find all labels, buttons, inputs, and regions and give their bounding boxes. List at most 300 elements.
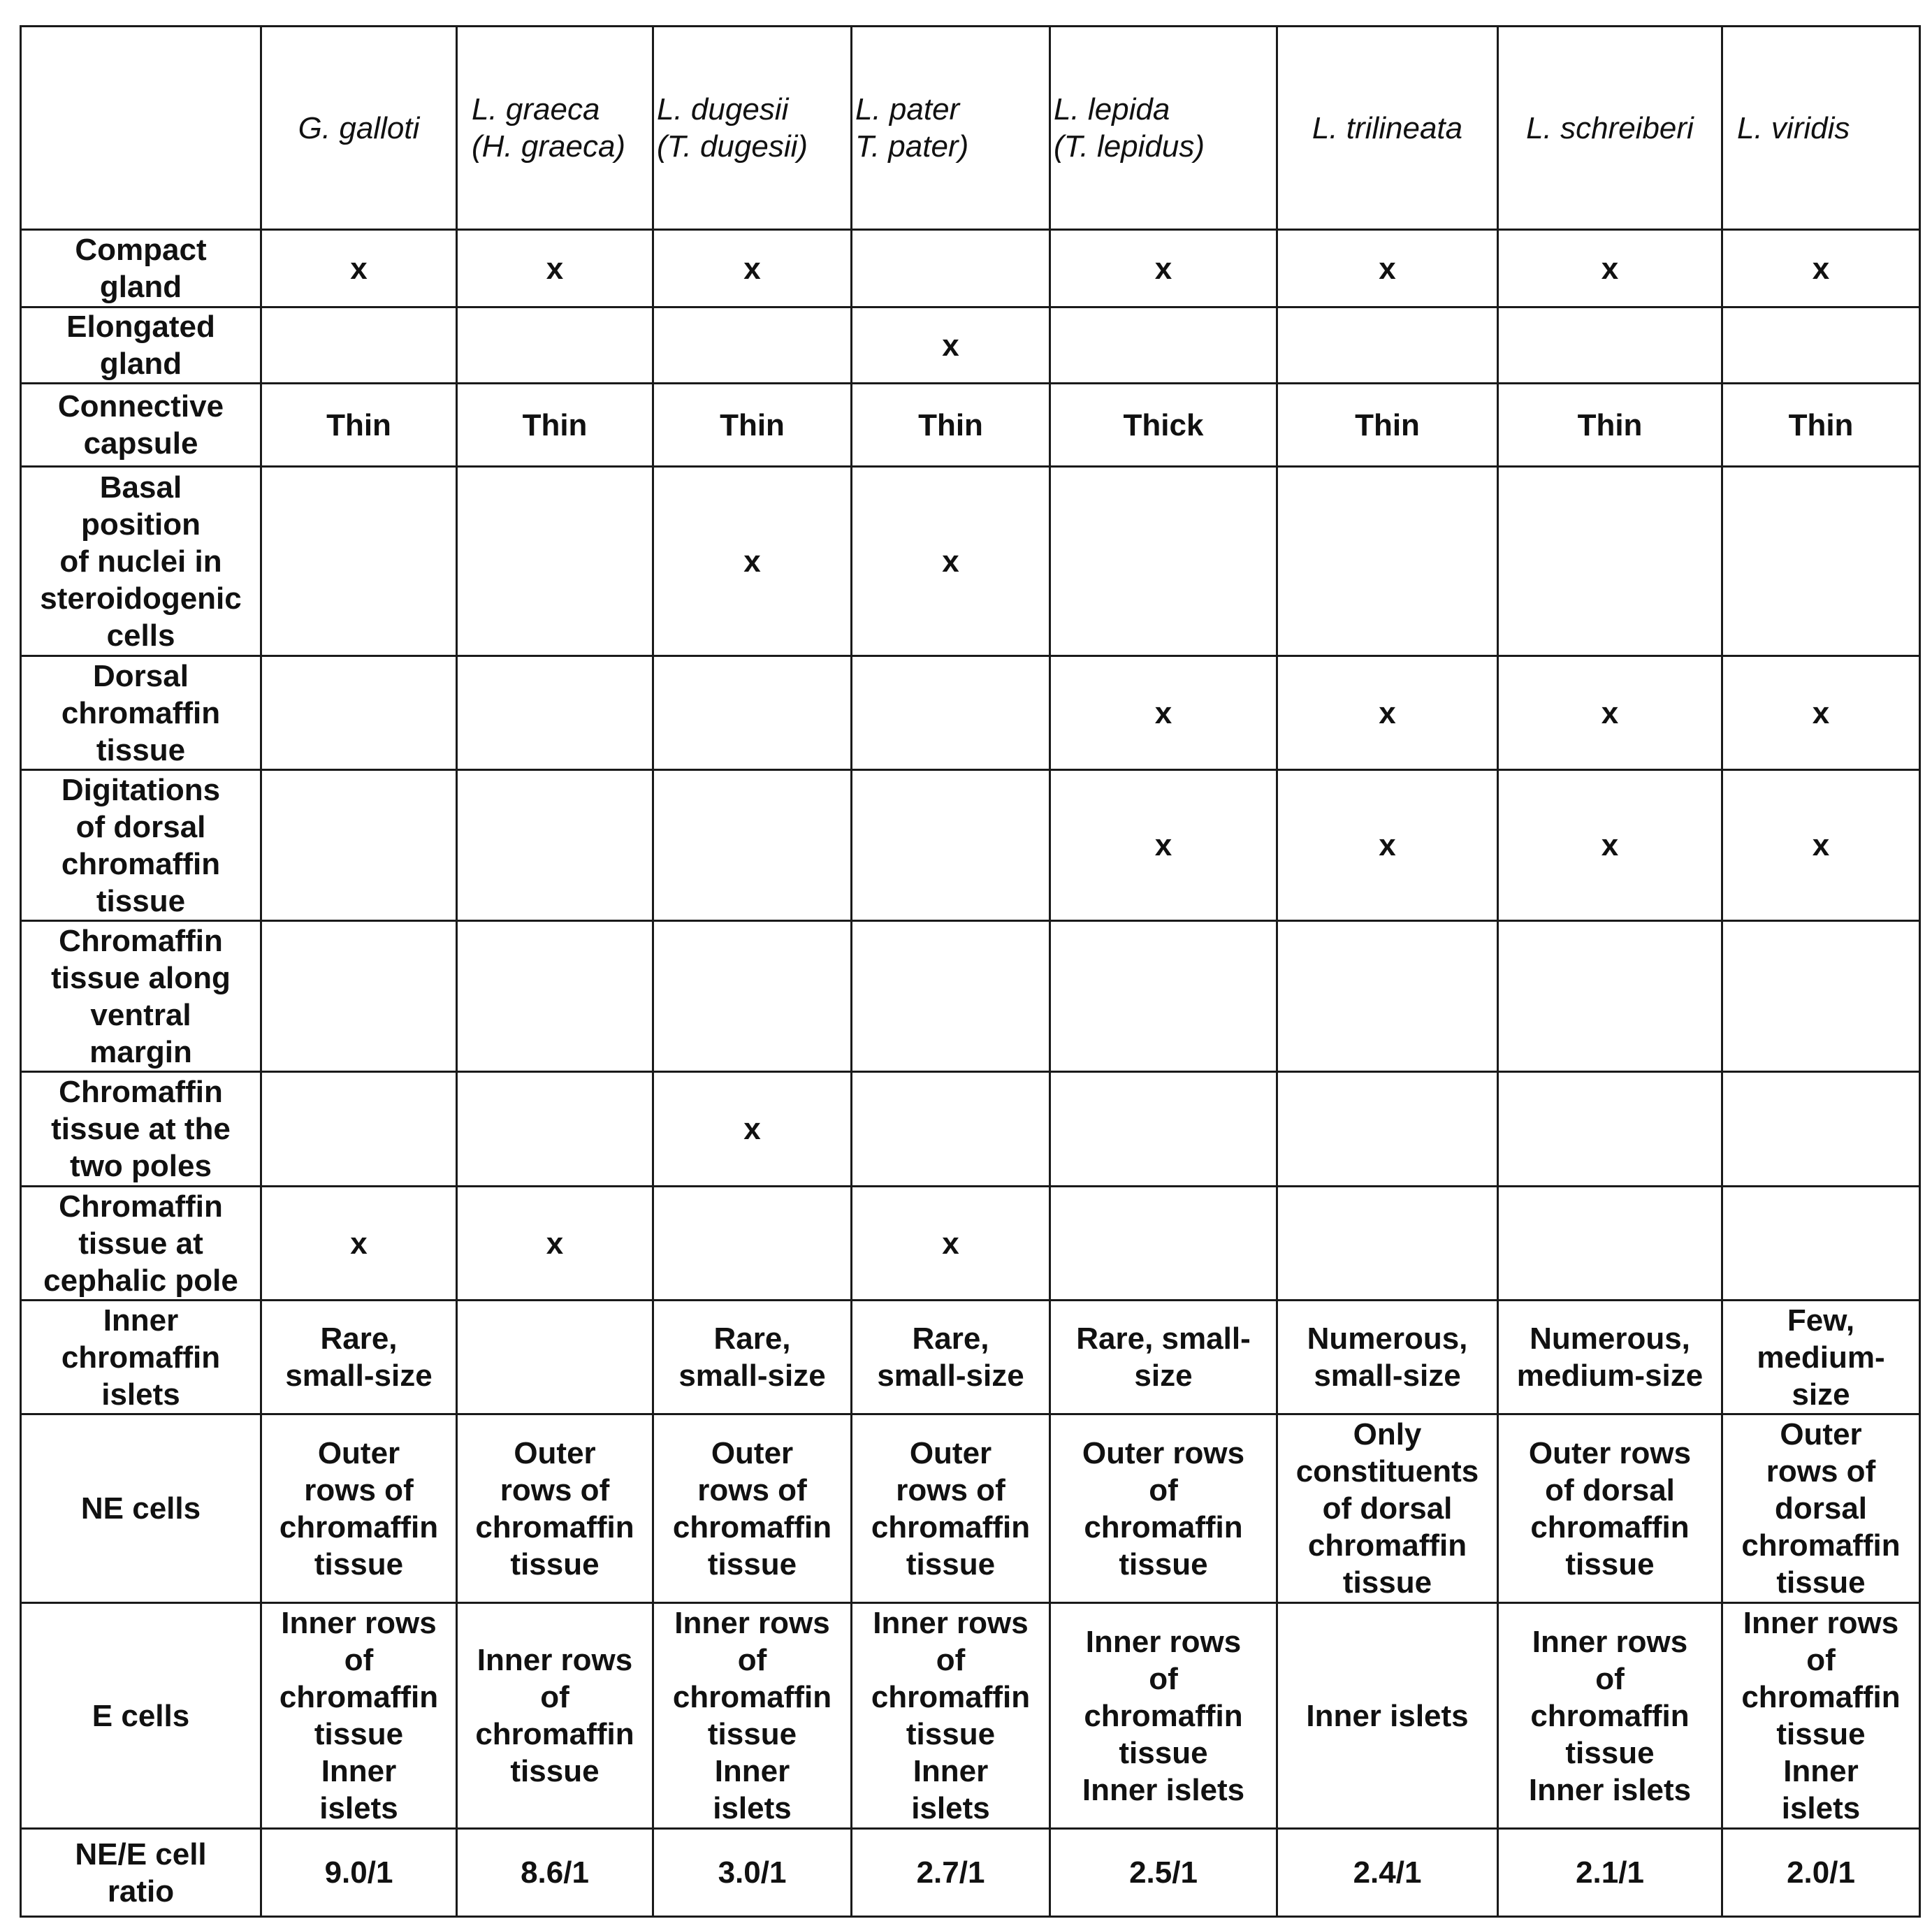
table-cell bbox=[852, 467, 1050, 656]
row-header-line: Compact bbox=[75, 233, 207, 267]
presence-mark: x bbox=[1154, 695, 1172, 730]
table-cell bbox=[1498, 770, 1722, 921]
cell-text-line: Outer bbox=[711, 1435, 794, 1470]
cell-text-line: medium-size bbox=[1516, 1359, 1704, 1393]
table-cell bbox=[457, 656, 653, 770]
cell-text-line: chromaffin bbox=[871, 1509, 1031, 1544]
cell-text-line: chromaffin bbox=[871, 1680, 1031, 1714]
table-cell bbox=[457, 1072, 653, 1187]
cell-text-line: tissue bbox=[314, 1547, 404, 1581]
cell-text-line: Only bbox=[1353, 1417, 1422, 1451]
table-cell bbox=[653, 1414, 852, 1603]
cell-text-line: Outer bbox=[1780, 1417, 1862, 1451]
cell-text-line: small-size bbox=[1314, 1359, 1461, 1393]
presence-mark: x bbox=[1601, 251, 1619, 286]
comparison-table bbox=[20, 25, 1921, 1918]
table-cell bbox=[457, 467, 653, 656]
table-cell bbox=[852, 1829, 1050, 1917]
table-cell bbox=[852, 1301, 1050, 1414]
cell-text-line: 9.0/1 bbox=[324, 1855, 393, 1890]
presence-mark: x bbox=[1812, 695, 1830, 730]
table-cell bbox=[457, 1187, 653, 1301]
cell-text-line: Rare, bbox=[713, 1322, 791, 1356]
cell-text-line: Numerous, bbox=[1307, 1322, 1468, 1356]
table-cell bbox=[653, 656, 852, 770]
cell-text-line: rows of bbox=[500, 1472, 610, 1507]
table-cell bbox=[261, 1187, 457, 1301]
cell-text-line: Inner rows bbox=[873, 1606, 1029, 1640]
cell-text-line: 2.5/1 bbox=[1129, 1855, 1198, 1890]
presence-mark: x bbox=[1601, 695, 1619, 730]
table-cell bbox=[261, 384, 457, 467]
row-header-line: cells bbox=[106, 618, 175, 653]
table-cell bbox=[1050, 656, 1277, 770]
cell-text-line: chromaffin bbox=[672, 1509, 832, 1544]
row-header-line: gland bbox=[99, 347, 182, 381]
presence-mark: x bbox=[546, 251, 564, 286]
table-row bbox=[21, 921, 1920, 1072]
table-cell bbox=[1277, 384, 1498, 467]
presence-mark: x bbox=[743, 544, 761, 579]
cell-text-line: chromaffin bbox=[279, 1509, 439, 1544]
cell-text-line: of bbox=[540, 1680, 569, 1714]
row-header-line: Chromaffin bbox=[59, 923, 223, 958]
species-header-l-schreiberi: L. schreiberi bbox=[1498, 27, 1722, 230]
cell-text-line: Inner rows bbox=[1743, 1606, 1899, 1640]
species-header-l-trilineata: L. trilineata bbox=[1277, 27, 1498, 230]
presence-mark: x bbox=[1379, 695, 1396, 730]
row-header-line: two poles bbox=[70, 1149, 212, 1183]
row-header bbox=[21, 384, 261, 467]
table-cell bbox=[1498, 467, 1722, 656]
table-cell bbox=[261, 230, 457, 307]
table-cell bbox=[261, 1603, 457, 1829]
species-header-l-graeca: L. graeca (H. graeca) bbox=[457, 27, 653, 230]
cell-text-line: constituents bbox=[1295, 1454, 1479, 1489]
row-header-line: margin bbox=[89, 1034, 192, 1069]
cell-text-line: Inner rows bbox=[674, 1606, 830, 1640]
table-cell bbox=[852, 1187, 1050, 1301]
table-cell bbox=[1277, 656, 1498, 770]
cell-text-line: tissue bbox=[1776, 1565, 1866, 1600]
cell-text-line: Outer bbox=[514, 1435, 596, 1470]
cell-text-line: tissue bbox=[1342, 1565, 1432, 1600]
table-cell bbox=[1498, 1829, 1722, 1917]
table-cell bbox=[1498, 656, 1722, 770]
table-cell bbox=[653, 230, 852, 307]
table-cell bbox=[1722, 1829, 1920, 1917]
row-header-line: Chromaffin bbox=[59, 1189, 223, 1224]
row-header bbox=[21, 1072, 261, 1187]
cell-text-line: Inner rows bbox=[1085, 1624, 1242, 1659]
species-header-l-lepida: L. lepida (T. lepidus) bbox=[1050, 27, 1277, 230]
table-cell bbox=[1722, 1301, 1920, 1414]
table-cell bbox=[852, 770, 1050, 921]
presence-mark: x bbox=[1379, 828, 1396, 862]
table-row bbox=[21, 384, 1920, 467]
row-header-line: of dorsal bbox=[75, 809, 206, 844]
cell-text-line: tissue bbox=[510, 1547, 600, 1581]
row-header-line: NE cells bbox=[80, 1491, 201, 1526]
table-cell bbox=[1498, 1414, 1722, 1603]
row-header-line: Dorsal bbox=[93, 658, 189, 693]
table-cell bbox=[261, 921, 457, 1072]
cell-text-line: islets bbox=[319, 1791, 398, 1825]
table-cell bbox=[1498, 1187, 1722, 1301]
cell-text-line: Outer rows bbox=[1082, 1435, 1245, 1470]
row-header-line: islets bbox=[101, 1377, 180, 1412]
table-cell bbox=[653, 770, 852, 921]
table-cell bbox=[457, 1414, 653, 1603]
table-cell bbox=[1277, 307, 1498, 384]
cell-text-line: tissue bbox=[707, 1717, 797, 1751]
row-header-line: Digitations bbox=[61, 772, 221, 807]
table-cell bbox=[1498, 230, 1722, 307]
table-cell bbox=[1277, 1301, 1498, 1414]
presence-mark: x bbox=[743, 1112, 761, 1146]
cell-text-line: chromaffin bbox=[1741, 1680, 1901, 1714]
table-cell bbox=[653, 1603, 852, 1829]
presence-mark: x bbox=[1601, 828, 1619, 862]
cell-text-line: 2.0/1 bbox=[1787, 1855, 1855, 1890]
cell-text-line: Thin bbox=[1788, 407, 1854, 442]
row-header bbox=[21, 1301, 261, 1414]
table-cell bbox=[1722, 770, 1920, 921]
row-header-line: chromaffin bbox=[61, 1340, 221, 1375]
table-cell bbox=[1050, 384, 1277, 467]
table-cell bbox=[1498, 1072, 1722, 1187]
table-cell bbox=[1722, 1072, 1920, 1187]
row-header-line: tissue along bbox=[51, 960, 231, 995]
species-header-l-pater: L. pater T. pater) bbox=[852, 27, 1050, 230]
cell-text-line: rows of bbox=[1766, 1454, 1876, 1489]
table-cell bbox=[653, 384, 852, 467]
cell-text-line: islets bbox=[1781, 1791, 1861, 1825]
table-cell bbox=[1050, 1187, 1277, 1301]
table-cell bbox=[653, 467, 852, 656]
row-header-line: Chromaffin bbox=[59, 1075, 223, 1109]
row-header-line: of nuclei in bbox=[59, 544, 222, 579]
table-cell bbox=[1498, 1603, 1722, 1829]
table-cell bbox=[457, 1603, 653, 1829]
table-row bbox=[21, 1301, 1920, 1414]
table-cell bbox=[1050, 1414, 1277, 1603]
cell-text-line: tissue bbox=[510, 1754, 600, 1788]
presence-mark: x bbox=[1812, 828, 1830, 862]
row-header bbox=[21, 467, 261, 656]
table-cell bbox=[1277, 230, 1498, 307]
row-header-line: tissue at bbox=[78, 1226, 203, 1261]
cell-text-line: chromaffin bbox=[1084, 1698, 1243, 1733]
table-cell bbox=[261, 770, 457, 921]
cell-text-line: tissue bbox=[314, 1717, 404, 1751]
cell-text-line: Inner islets bbox=[1082, 1772, 1245, 1807]
presence-mark: x bbox=[1812, 251, 1830, 286]
cell-text-line: tissue bbox=[1119, 1735, 1208, 1770]
table-cell bbox=[261, 1301, 457, 1414]
cell-text-line: size bbox=[1134, 1359, 1193, 1393]
table-cell bbox=[852, 230, 1050, 307]
table-cell bbox=[1050, 1603, 1277, 1829]
cell-text-line: 2.4/1 bbox=[1353, 1855, 1422, 1890]
table-cell bbox=[1050, 1829, 1277, 1917]
table-row bbox=[21, 307, 1920, 384]
cell-text-line: tissue bbox=[1119, 1547, 1208, 1581]
row-header-line: Elongated bbox=[66, 310, 215, 344]
cell-text-line: Rare, bbox=[912, 1322, 989, 1356]
cell-text-line: of bbox=[737, 1643, 767, 1677]
row-header-line: tissue at the bbox=[51, 1112, 231, 1146]
table-cell bbox=[653, 1187, 852, 1301]
presence-mark: x bbox=[1379, 251, 1396, 286]
table-cell bbox=[1277, 1829, 1498, 1917]
row-header-line: gland bbox=[99, 270, 182, 304]
table-row bbox=[21, 467, 1920, 656]
cell-text-line: Rare, small- bbox=[1076, 1322, 1251, 1356]
cell-text-line: Few, bbox=[1787, 1303, 1855, 1338]
presence-mark: x bbox=[942, 544, 959, 579]
row-header bbox=[21, 1829, 261, 1917]
row-header bbox=[21, 307, 261, 384]
table-cell bbox=[1722, 1414, 1920, 1603]
cell-text-line: of bbox=[1806, 1643, 1836, 1677]
table-cell bbox=[1050, 230, 1277, 307]
table-cell bbox=[1277, 1414, 1498, 1603]
table-cell bbox=[457, 921, 653, 1072]
presence-mark: x bbox=[546, 1226, 564, 1261]
cell-text-line: 2.7/1 bbox=[916, 1855, 985, 1890]
cell-text-line: Inner rows bbox=[281, 1606, 437, 1640]
row-header-line: chromaffin bbox=[61, 695, 221, 730]
species-header-g-galloti: G. galloti bbox=[261, 27, 457, 230]
row-header-line: position bbox=[80, 507, 201, 542]
cell-text-line: chromaffin bbox=[1741, 1528, 1901, 1563]
cell-text-line: tissue bbox=[1565, 1547, 1655, 1581]
cell-text-line: tissue bbox=[707, 1547, 797, 1581]
table-row bbox=[21, 230, 1920, 307]
table-cell bbox=[852, 921, 1050, 1072]
cell-text-line: Outer rows bbox=[1528, 1435, 1692, 1470]
row-header-line: Basal bbox=[99, 470, 182, 505]
species-header-l-viridis: L. viridis bbox=[1722, 27, 1920, 230]
cell-text-line: 3.0/1 bbox=[718, 1855, 787, 1890]
table-cell bbox=[1050, 921, 1277, 1072]
row-header-line: Connective bbox=[57, 389, 224, 423]
cell-text-line: rows of bbox=[697, 1472, 807, 1507]
cell-text-line: islets bbox=[713, 1791, 792, 1825]
cell-text-line: tissue bbox=[906, 1717, 996, 1751]
row-header-line: chromaffin bbox=[61, 846, 221, 881]
cell-text-line: Inner bbox=[714, 1754, 790, 1788]
cell-text-line: chromaffin bbox=[1084, 1509, 1243, 1544]
table-cell bbox=[1050, 1301, 1277, 1414]
cell-text-line: Inner islets bbox=[1306, 1698, 1469, 1733]
cell-text-line: of bbox=[1149, 1472, 1178, 1507]
table-cell bbox=[852, 384, 1050, 467]
table-cell bbox=[457, 1829, 653, 1917]
cell-text-line: Thick bbox=[1123, 407, 1204, 442]
presence-mark: x bbox=[1154, 828, 1172, 862]
table-row bbox=[21, 1072, 1920, 1187]
species-header-l-dugesii: L. dugesii (T. dugesii) bbox=[653, 27, 852, 230]
row-header bbox=[21, 1187, 261, 1301]
table-cell bbox=[1277, 1603, 1498, 1829]
table-cell bbox=[852, 1414, 1050, 1603]
row-header bbox=[21, 230, 261, 307]
cell-text-line: Thin bbox=[522, 407, 588, 442]
table-cell bbox=[261, 307, 457, 384]
row-header-line: E cells bbox=[92, 1698, 190, 1733]
table-cell bbox=[1722, 467, 1920, 656]
table-cell bbox=[1050, 770, 1277, 921]
cell-text-line: small-size bbox=[285, 1359, 433, 1393]
table-cell bbox=[1722, 656, 1920, 770]
row-header bbox=[21, 1414, 261, 1603]
cell-text-line: Inner islets bbox=[1528, 1772, 1692, 1807]
row-header-line: capsule bbox=[83, 426, 198, 461]
cell-text-line: Inner rows bbox=[477, 1643, 633, 1677]
table-cell bbox=[1722, 384, 1920, 467]
table-cell bbox=[1722, 307, 1920, 384]
table-cell bbox=[1498, 921, 1722, 1072]
cell-text-line: Thin bbox=[326, 407, 391, 442]
cell-text-line: chromaffin bbox=[475, 1717, 634, 1751]
cell-text-line: chromaffin bbox=[279, 1680, 439, 1714]
presence-mark: x bbox=[1154, 251, 1172, 286]
table-cell bbox=[1722, 921, 1920, 1072]
table-cell bbox=[261, 1829, 457, 1917]
cell-text-line: of bbox=[1595, 1661, 1625, 1696]
table-row bbox=[21, 1414, 1920, 1603]
cell-text-line: dorsal bbox=[1774, 1491, 1868, 1526]
corner-cell bbox=[21, 27, 261, 230]
table-cell bbox=[261, 1072, 457, 1187]
table-cell bbox=[1498, 1301, 1722, 1414]
table-cell bbox=[1498, 307, 1722, 384]
table-cell bbox=[653, 307, 852, 384]
presence-mark: x bbox=[743, 251, 761, 286]
cell-text-line: Thin bbox=[1355, 407, 1420, 442]
cell-text-line: Thin bbox=[1577, 407, 1643, 442]
row-header bbox=[21, 1603, 261, 1829]
row-header-line: ratio bbox=[107, 1874, 175, 1909]
row-header-line: steroidogenic bbox=[40, 581, 242, 616]
table-cell bbox=[457, 307, 653, 384]
presence-mark: x bbox=[942, 328, 959, 363]
table-cell bbox=[1050, 467, 1277, 656]
table-cell bbox=[653, 1829, 852, 1917]
table-row bbox=[21, 1829, 1920, 1917]
table-cell bbox=[1050, 307, 1277, 384]
cell-text-line: Inner bbox=[913, 1754, 989, 1788]
cell-text-line: small-size bbox=[877, 1359, 1024, 1393]
cell-text-line: size bbox=[1792, 1377, 1850, 1412]
cell-text-line: tissue bbox=[1776, 1717, 1866, 1751]
cell-text-line: 2.1/1 bbox=[1576, 1855, 1644, 1890]
table-cell bbox=[457, 770, 653, 921]
table-cell bbox=[852, 656, 1050, 770]
cell-text-line: islets bbox=[911, 1791, 990, 1825]
row-header bbox=[21, 921, 261, 1072]
cell-text-line: of dorsal bbox=[1545, 1472, 1675, 1507]
cell-text-line: tissue bbox=[1565, 1735, 1655, 1770]
table-cell bbox=[1277, 770, 1498, 921]
table-row bbox=[21, 656, 1920, 770]
table-row bbox=[21, 1603, 1920, 1829]
cell-text-line: chromaffin bbox=[672, 1680, 832, 1714]
table-cell bbox=[1722, 1603, 1920, 1829]
cell-text-line: Outer bbox=[317, 1435, 400, 1470]
row-header-line: cephalic pole bbox=[43, 1263, 238, 1298]
cell-text-line: medium- bbox=[1757, 1340, 1885, 1375]
row-header bbox=[21, 770, 261, 921]
table-cell bbox=[653, 921, 852, 1072]
cell-text-line: Numerous, bbox=[1530, 1322, 1690, 1356]
table-body bbox=[21, 230, 1920, 1917]
table-cell bbox=[852, 1072, 1050, 1187]
table-cell bbox=[261, 1414, 457, 1603]
cell-text-line: of bbox=[1149, 1661, 1178, 1696]
cell-text-line: chromaffin bbox=[1307, 1528, 1467, 1563]
table-cell bbox=[653, 1072, 852, 1187]
table-cell bbox=[1277, 921, 1498, 1072]
table-cell bbox=[653, 1301, 852, 1414]
table-cell bbox=[852, 1603, 1050, 1829]
cell-text-line: rows of bbox=[896, 1472, 1005, 1507]
table-cell bbox=[261, 656, 457, 770]
table-cell bbox=[457, 1301, 653, 1414]
cell-text-line: tissue bbox=[906, 1547, 996, 1581]
row-header-line: NE/E cell bbox=[75, 1837, 207, 1871]
row-header bbox=[21, 656, 261, 770]
cell-text-line: of dorsal bbox=[1322, 1491, 1453, 1526]
table-cell bbox=[1722, 1187, 1920, 1301]
cell-text-line: Inner rows bbox=[1532, 1624, 1688, 1659]
cell-text-line: Outer bbox=[909, 1435, 992, 1470]
cell-text-line: chromaffin bbox=[475, 1509, 634, 1544]
table-cell bbox=[457, 384, 653, 467]
cell-text-line: Thin bbox=[918, 407, 983, 442]
cell-text-line: chromaffin bbox=[1530, 1509, 1690, 1544]
table-cell bbox=[1498, 384, 1722, 467]
table-cell bbox=[1277, 1072, 1498, 1187]
table-cell bbox=[1722, 230, 1920, 307]
cell-text-line: of bbox=[936, 1643, 966, 1677]
cell-text-line: Inner bbox=[1783, 1754, 1859, 1788]
presence-mark: x bbox=[350, 1226, 368, 1261]
cell-text-line: rows of bbox=[304, 1472, 414, 1507]
cell-text-line: Inner bbox=[321, 1754, 397, 1788]
row-header-line: Inner bbox=[103, 1303, 179, 1338]
table-row bbox=[21, 1187, 1920, 1301]
cell-text-line: small-size bbox=[678, 1359, 826, 1393]
row-header-line: tissue bbox=[96, 732, 186, 767]
table-cell bbox=[1277, 467, 1498, 656]
table-cell bbox=[1050, 1072, 1277, 1187]
cell-text-line: Thin bbox=[720, 407, 785, 442]
table-cell bbox=[261, 467, 457, 656]
presence-mark: x bbox=[942, 1226, 959, 1261]
table-cell bbox=[457, 230, 653, 307]
header-row bbox=[21, 27, 1920, 230]
table-cell bbox=[1277, 1187, 1498, 1301]
cell-text-line: 8.6/1 bbox=[521, 1855, 589, 1890]
row-header-line: ventral bbox=[90, 997, 191, 1032]
row-header-line: tissue bbox=[96, 883, 186, 918]
table-cell bbox=[852, 307, 1050, 384]
cell-text-line: of bbox=[344, 1643, 374, 1677]
cell-text-line: chromaffin bbox=[1530, 1698, 1690, 1733]
